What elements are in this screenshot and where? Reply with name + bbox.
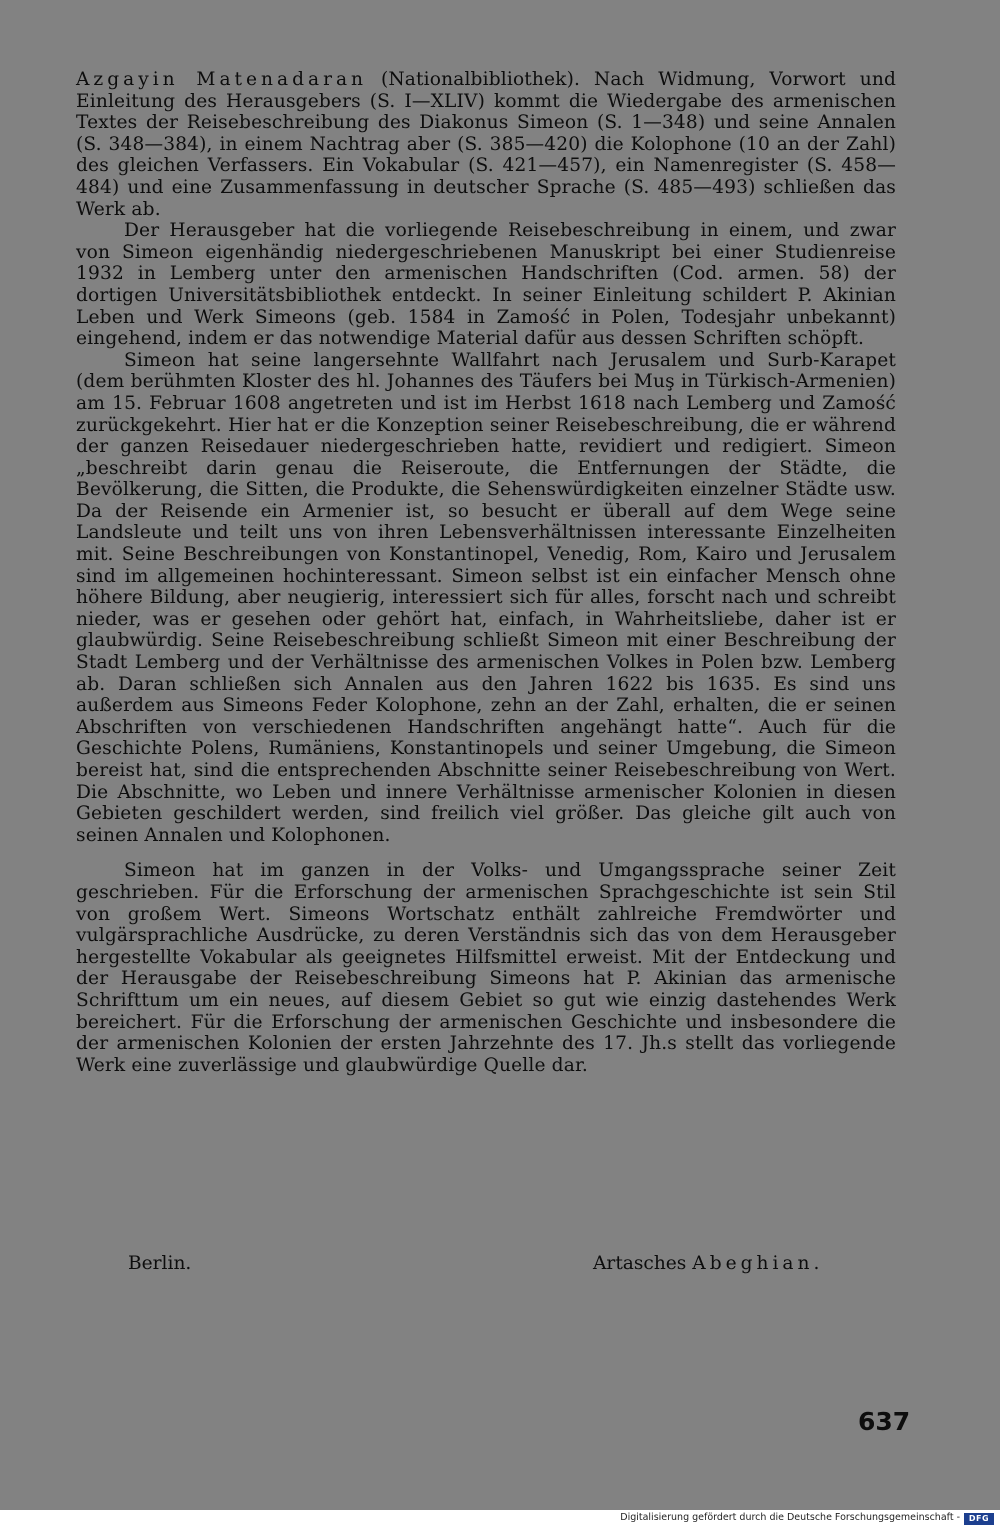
author-last-name: Abeghian. <box>692 1253 824 1274</box>
paragraph-4: Simeon hat im ganzen in der Volks- und Umgangssprache seiner Zeit geschrieben. Für die Erforschung der armenischen Sprachgeschichte ist sein Stil von großem Wert. Simeons Wortschatz enthält zahlreiche Fremdwörter und vulgärsprachliche Ausdrücke, zu deren Verständnis sich das von dem Herausgeber hergestellte Vokabular als geeignetes Hilfsmittel erweist. Mit der Entdeckung und der Herausgabe der Reisebeschreibung Simeons hat P. Akinian das armenische Schrifttum um ein neues, auf diesem Gebiet so gut wie einzig dastehendes Werk bereichert. Für die Erforschung der armenischen Geschichte und insbesondere die der armenischen Kolonien der ersten Jahrzehnte des 17. Jh.s stellt das vorliegende Werk eine zuverlässige und glaubwürdige Quelle dar. <box>76 860 896 1076</box>
digitization-footer <box>0 1510 1000 1529</box>
dfg-logo-icon: DFG <box>964 1513 994 1525</box>
signature-author <box>593 1253 823 1274</box>
signature-place: Berlin. <box>128 1253 192 1274</box>
article-body <box>76 69 896 1076</box>
paragraph-1-text: (Nationalbibliothek). Nach Widmung, Vorwort und Einleitung des Herausgebers (S. I—XLIV) kommt die Wiedergabe des armenischen Textes der Reisebeschreibung des Diakonus Simeon (S. 1—348) und seine Annalen (S. 348—384), in einem Nachtrag aber (S. 385—420) die Kolophone (10 an der Zahl) des gleichen Verfassers. Ein Vokabular (S. 421—457), ein Namenregister (S. 458—484) und eine Zusammenfassung in deutscher Sprache (S. 485—493) schließen das Werk ab. <box>76 69 896 220</box>
paragraph-1 <box>76 69 896 220</box>
signature-line <box>76 1253 896 1277</box>
paragraph-3: Simeon hat seine langersehnte Wallfahrt nach Jerusalem und Surb-Karapet (dem berühmten Kloster des hl. Johannes des Täufers bei Muş in Türkisch-Armenien) am 15. Februar 1608 angetreten und ist im Herbst 1618 nach Lemberg und Zamość zurückgekehrt. Hier hat er die Konzeption seiner Reisebeschreibung, die er während der ganzen Reisedauer niedergeschrieben hatte, revidiert und redigiert. Simeon „beschreibt darin genau die Reiseroute, die Entfernungen der Städte, die Bevölkerung, die Sitten, die Produkte, die Sehenswürdigkeiten einzelner Städte usw. Da der Reisende ein Armenier ist, so besucht er überall auf dem Wege seine Landsleute und teilt uns von ihren Lebensverhältnissen interessante Einzelheiten mit. Seine Beschreibungen von Konstantinopel, Venedig, Rom, Kairo und Jerusalem sind im allgemeinen hochinteressant. Simeon selbst ist ein einfacher Mensch ohne höhere Bildung, aber neugierig, interessiert sich für alles, forscht nach und schreibt nieder, was er gesehen oder gehört hat, einfach, in Wahrheitsliebe, daher ist er glaubwürdig. Seine Reisebeschreibung schließt Simeon mit einer Beschreibung der Stadt Lemberg und der Verhältnisse des armenischen Volkes in Polen bzw. Lemberg ab. Daran schließen sich Annalen aus den Jahren 1622 bis 1635. Es sind uns außerdem aus Simeons Feder Kolophone, zehn an der Zahl, erhalten, die er seinen Abschriften von verschiedenen Handschriften angehängt hatte“. Auch für die Geschichte Polens, Rumäniens, Konstantinopels und seiner Umgebung, die Simeon bereist hat, sind die entsprechenden Abschnitte seiner Reisebeschreibung von Wert. Die Abschnitte, wo Leben und innere Verhältnisse armenischer Kolonien in diesen Gebieten geschildert werden, sind freilich viel größer. Das gleiche gilt auch von seinen Annalen und Kolophonen. <box>76 349 896 846</box>
paragraph-2: Der Herausgeber hat die vorliegende Reisebeschreibung in einem, und zwar von Simeon eigenhändig niedergeschriebenen Manuskript bei einer Studienreise 1932 in Lemberg unter den armenischen Handschriften (Cod. armen. 58) der dortigen Universitätsbibliothek entdeckt. In seiner Einleitung schildert P. Akinian Leben und Werk Simeons (geb. 1584 in Zamość in Polen, Todesjahr unbekannt) eingehend, indem er das notwendige Material dafür aus dessen Schriften schöpft. <box>76 220 896 350</box>
footer-credit: Digitalisierung gefördert durch die Deutsche Forschungsgemeinschaft - <box>620 1512 960 1523</box>
library-name: Azgayin Matenadaran <box>76 69 368 90</box>
page-number: 637 <box>858 1407 911 1436</box>
author-first-name: Artasches <box>593 1253 693 1274</box>
